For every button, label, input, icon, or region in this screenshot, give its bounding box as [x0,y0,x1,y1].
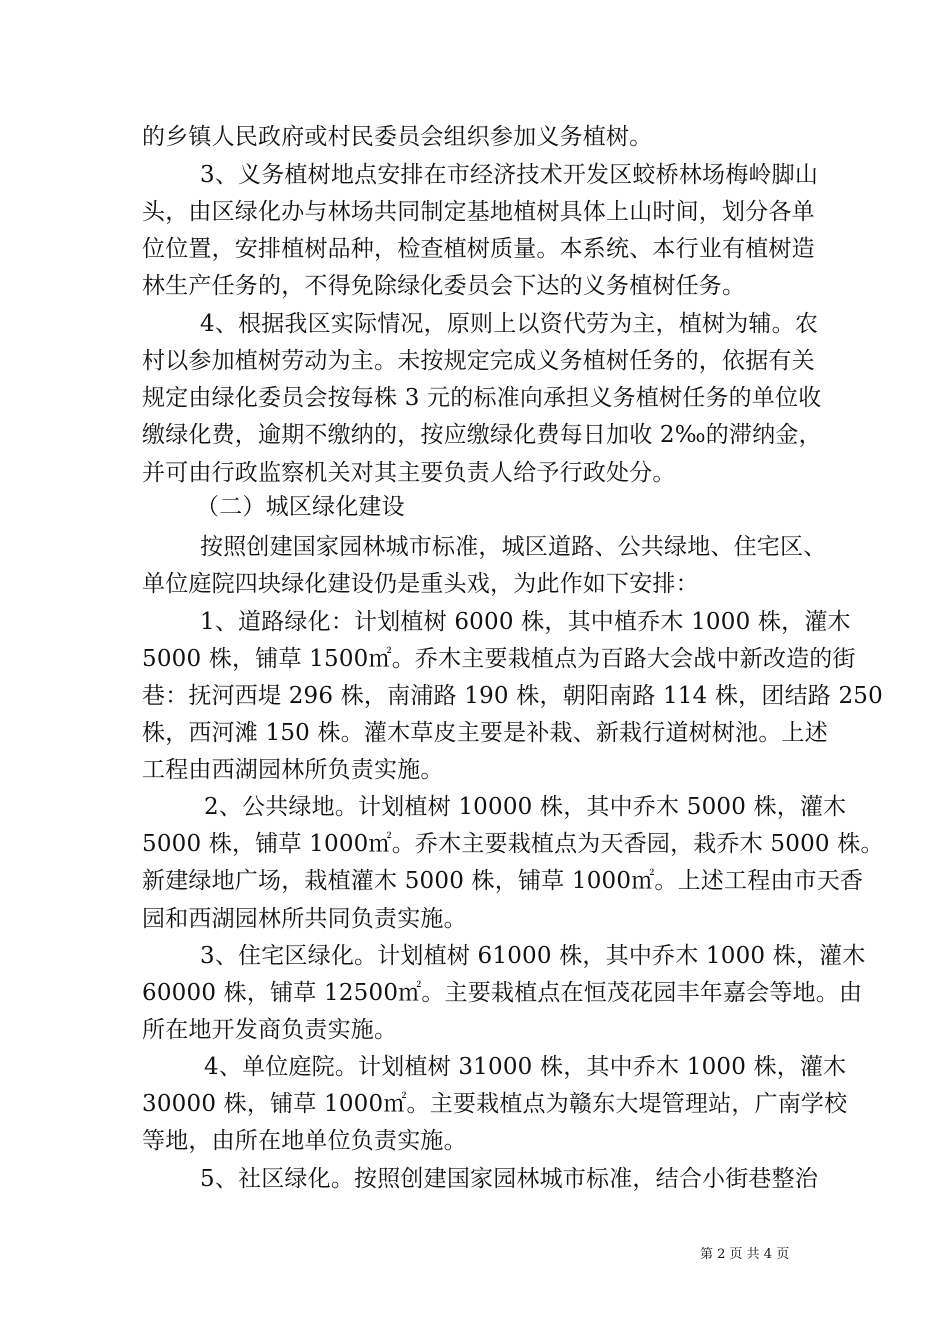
section-heading: （二）城区绿化建设 [196,494,405,520]
text-line: 并可由行政监察机关对其主要负责人给予行政处分。 [142,460,676,486]
text-line: 60000 株，铺草 12500㎡。主要栽植点在恒茂花园丰年嘉会等地。由 [142,980,863,1006]
text-line: 4、单位庭院。计划植树 31000 株，其中乔木 1000 株，灌木 [204,1054,847,1080]
text-line: 5、社区绿化。按照创建国家园林城市标准，结合小街巷整治 [200,1166,819,1192]
text-line: 规定由绿化委员会按每株 3 元的标准向承担义务植树任务的单位收 [142,385,822,411]
text-line: 4、根据我区实际情况，原则上以资代劳为主，植树为辅。农 [200,311,819,337]
text-line: 株，西河滩 150 株。灌木草皮主要是补栽、新栽行道树树池。上述 [142,720,828,746]
text-line: 按照创建国家园林城市标准，城区道路、公共绿地、住宅区、 [200,534,827,560]
text-line: 1、道路绿化：计划植树 6000 株，其中植乔木 1000 株，灌木 [200,609,851,635]
text-line: 单位庭院四块绿化建设仍是重头戏，为此作如下安排： [142,571,699,597]
text-line: 缴绿化费，逾期不缴纳的，按应缴绿化费每日加收 2‰的滞纳金， [142,422,822,448]
text-line: 2、公共绿地。计划植树 10000 株，其中乔木 5000 株，灌木 [204,794,847,820]
text-line: 的乡镇人民政府或村民委员会组织参加义务植树。 [142,124,653,150]
text-line: 等地，由所在地单位负责实施。 [142,1128,467,1154]
text-line: 位位置，安排植树品种，检查植树质量。本系统、本行业有植树造 [142,236,815,262]
text-line: 林生产任务的，不得免除绿化委员会下达的义务植树任务。 [142,273,746,299]
text-line: 5000 株，铺草 1000㎡。乔木主要栽植点为天香园，栽乔木 5000 株。 [142,831,884,857]
text-line: 头，由区绿化办与林场共同制定基地植树具体上山时间，划分各单 [142,199,815,225]
page-number: 第 2 页 共 4 页 [700,1247,790,1262]
text-line: 30000 株，铺草 1000㎡。主要栽植点为赣东大堤管理站，广南学校 [142,1091,848,1117]
text-line: 工程由西湖园林所负责实施。 [142,757,444,783]
text-line: 巷：抚河西堤 296 株，南浦路 190 株，朝阳南路 114 株，团结路 250 [142,683,883,709]
text-line: 3、住宅区绿化。计划植树 61000 株，其中乔木 1000 株，灌木 [200,943,866,969]
text-line: 园和西湖园林所共同负责实施。 [142,906,467,932]
text-line: 5000 株，铺草 1500㎡。乔木主要栽植点为百路大会战中新改造的街 [142,646,856,672]
text-line: 3、义务植树地点安排在市经济技术开发区蛟桥林场梅岭脚山 [200,162,819,188]
text-line: 所在地开发商负责实施。 [142,1017,398,1043]
text-line: 村以参加植树劳动为主。未按规定完成义务植树任务的，依据有关 [142,348,815,374]
text-line: 新建绿地广场，栽植灌木 5000 株，铺草 1000㎡。上述工程由市天香 [142,868,864,894]
